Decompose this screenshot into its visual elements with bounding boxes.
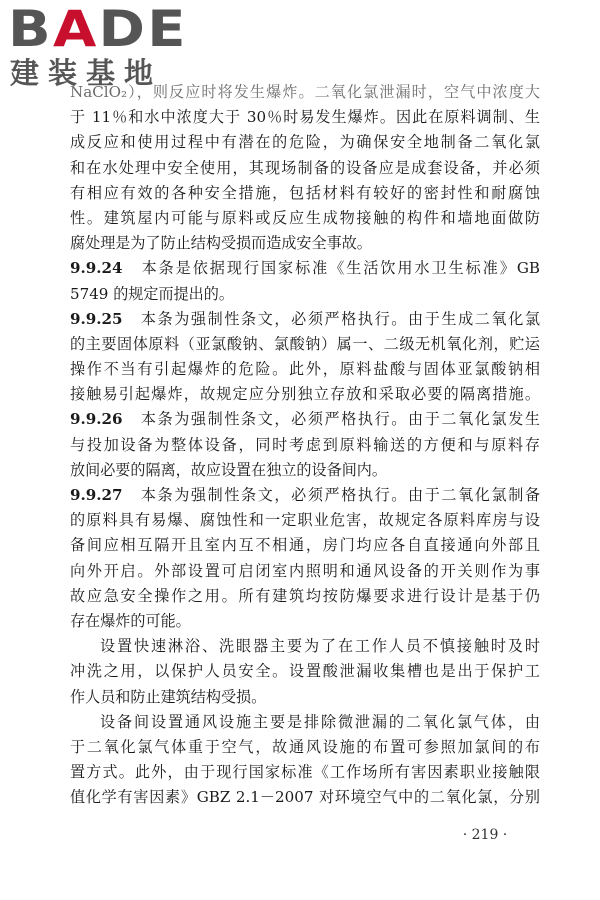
clause-number: 9.9.24 bbox=[70, 259, 123, 278]
text-line: 设置快速淋浴、洗眼器主要为了在工作人员不慎接触时及时 bbox=[100, 637, 540, 656]
text-line: 操作不当有引起爆炸的危险。此外，原料盐酸与固体亚氯酸钠相 bbox=[70, 360, 540, 379]
text-line: 成反应和使用过程中有潜在的危险，为确保安全地制备二氧化氯 bbox=[70, 133, 540, 152]
text-line: 备间应相互隔开且室内互不相通，房门均应各自直接通向外部且 bbox=[70, 536, 540, 555]
text-line: 放间必要的隔离，故应设置在独立的设备间内。 bbox=[70, 460, 387, 479]
text-line: 值化学有害因素》GBZ 2.1－2007 对环境空气中的二氧化氯，分别 bbox=[70, 788, 540, 807]
text-line: 作人员和防止建筑结构受损。 bbox=[70, 687, 267, 706]
text-line: 有相应有效的各种安全措施，包括材料有较好的密封性和耐腐蚀 bbox=[70, 183, 540, 202]
text-line: 与投加设备为整体设备，同时考虑到原料输送的方便和与原料存 bbox=[70, 435, 540, 454]
logo-accent-letter: A bbox=[52, 0, 99, 58]
clause-line: 9.9.24 本条是依据现行国家标准《生活饮用水卫生标准》GB bbox=[70, 259, 540, 278]
text-line: 的主要固体原料（亚氯酸钠、氯酸钠）属一、二级无机氧化剂，贮运 bbox=[70, 334, 540, 353]
text-line: 设备间设置通风设施主要是排除微泄漏的二氧化氯气体，由 bbox=[100, 712, 540, 731]
text-line: 置方式。此外，由于现行国家标准《工作场所有害因素职业接触限 bbox=[70, 763, 540, 782]
text-line: 向外开启。外部设置可启闭室内照明和通风设备的开关则作为事 bbox=[70, 561, 540, 580]
text-line: 接触易引起爆炸，故规定应分别独立存放和采取必要的隔离措施。 bbox=[70, 385, 540, 404]
text-line: 性。建筑屋内可能与原料或反应生成物接触的构件和墙地面做防 bbox=[70, 208, 540, 227]
text-line: 存在爆炸的可能。 bbox=[70, 611, 191, 630]
clause-number: 9.9.25 bbox=[70, 309, 123, 328]
clause-line: 9.9.25 本条为强制性条文，必须严格执行。由于生成二氧化氯 bbox=[70, 309, 540, 328]
clause-number: 9.9.26 bbox=[70, 410, 123, 429]
logo-wordmark: BADE bbox=[8, 0, 188, 58]
clause-number: 9.9.27 bbox=[70, 486, 123, 504]
text-line: 5749 的规定而提出的。 bbox=[70, 284, 234, 303]
text-line: 和在水处理中安全使用，其现场制备的设备应是成套设备，并必须 bbox=[70, 158, 540, 177]
clause-line: 9.9.27 本条为强制性条文，必须严格执行。由于二氧化氯制备 bbox=[70, 486, 540, 504]
text-line: 于二氧化氯气体重于空气，故通风设施的布置可参照加氯间的布 bbox=[70, 737, 540, 756]
clause-line: 9.9.26 本条为强制性条文，必须严格执行。由于二氧化氯发生 bbox=[70, 410, 540, 429]
text-line: 故应急安全操作之用。所有建筑均按防爆要求进行设计是基于仍 bbox=[70, 586, 540, 605]
text-line: NaClO₂），则反应时将发生爆炸。二氧化氯泄漏时，空气中浓度大 bbox=[70, 83, 540, 101]
logo-subtitle: 建装基地 bbox=[10, 56, 163, 90]
text-line: 的原料具有易爆、腐蚀性和一定职业危害，故规定各原料库房与设 bbox=[70, 511, 540, 530]
page-body bbox=[70, 80, 540, 810]
text-line: 腐处理是为了防止结构受损而造成安全事故。 bbox=[70, 234, 372, 253]
text-line: 冲洗之用，以保护人员安全。设置酸泄漏收集槽也是出于保护工 bbox=[70, 662, 540, 681]
text-line: 于 11％和水中浓度大于 30％时易发生爆炸。因此在原料调制、生 bbox=[70, 108, 540, 127]
page-number: · 219 · bbox=[462, 827, 508, 843]
